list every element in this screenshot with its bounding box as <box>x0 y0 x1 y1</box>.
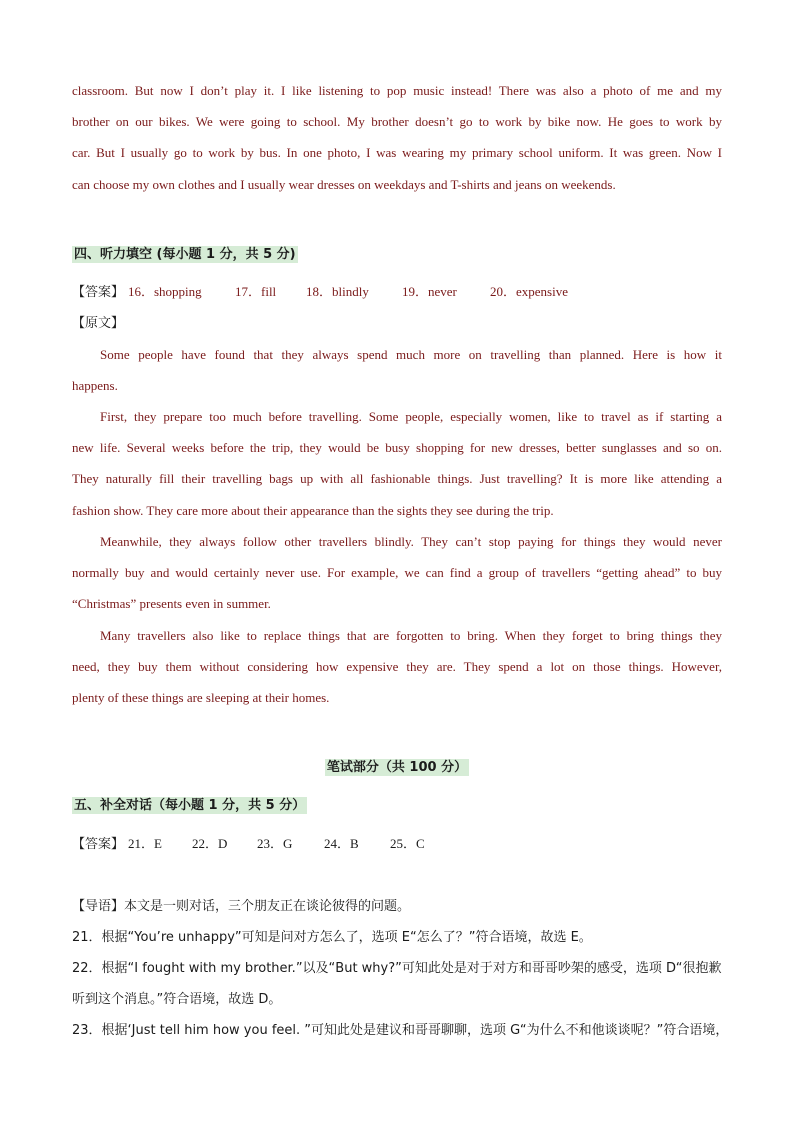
explanation-23: 23．根据‘Just tell him how you feel. ”可知此处是建议和哥哥聊聊，选项 G“为什么不和他谈谈呢？”符合语境， <box>72 1023 729 1038</box>
section5-heading: 五、补全对话（每小题 1 分，共 5 分） <box>74 798 306 813</box>
passage-line: brother on our bikes. We were going to school. My brother doesn’t go to work by bike now. He goes to work by <box>72 114 722 129</box>
passage-line: normally buy and would certainly never use. For example, we can find a group of travellers “getting ahead” to buy <box>72 565 722 580</box>
answer-19: 19．never <box>402 284 457 299</box>
explanation-21: 21．根据“You’re unhappy”可知是问对方怎么了，选项 E“怎么了？”符合语境，故选 E。 <box>72 930 592 945</box>
passage-line: Many travellers also like to replace things that are forgotten to bring. When they forget to bring things they <box>100 628 722 643</box>
passage-line: Meanwhile, they always follow other travellers blindly. They can’t stop paying for things they would never <box>100 534 722 549</box>
answer-21: 21．E <box>128 836 162 851</box>
written-part-heading: 笔试部分（共 100 分） <box>326 760 468 775</box>
passage-line: They naturally fill their travelling bags up with all fashionable things. Just travelling? It is more like attending a <box>72 471 722 486</box>
section5-answers: 【答案】 <box>72 837 125 852</box>
passage-line: car. But I usually go to work by bus. In one photo, I was wearing my primary school uniform. It was green. Now I <box>72 145 722 160</box>
passage-line: new life. Several weeks before the trip, they would be busy shopping for new dresses, better sunglasses and so on. <box>72 440 722 455</box>
section4-answers: 【答案】 <box>72 285 125 300</box>
passage-line: Some people have found that they always spend much more on travelling than planned. Here is how it <box>100 347 722 362</box>
answer-23: 23．G <box>257 836 293 851</box>
passage-line: classroom. But now I don’t play it. I like listening to pop music instead! There was also a photo of me and my <box>72 83 722 98</box>
original-tag: 【原文】 <box>72 316 125 331</box>
answer-18: 18．blindly <box>306 284 369 299</box>
passage-line: can choose my own clothes and I usually wear dresses on weekdays and T-shirts and jeans on weekends. <box>72 177 616 192</box>
answer-22: 22．D <box>192 836 228 851</box>
answer-17: 17．fill <box>235 284 277 299</box>
passage-line: fashion show. They care more about their appearance than the sights they see during the trip. <box>72 503 554 518</box>
answer-25: 25．C <box>390 836 425 851</box>
explanation-22-cont: 听到这个消息。”符合语境，故选 D。 <box>72 992 282 1007</box>
passage-line: First, they prepare too much before travelling. Some people, especially women, like to travel as if starting a <box>100 409 722 424</box>
guide-line: 【导语】本文是一则对话，三个朋友正在谈论彼得的问题。 <box>72 899 411 914</box>
explanation-22: 22．根据“I fought with my brother.”以及“But why?”可知此处是对于对方和哥哥吵架的感受，选项 D“很抱歉 <box>72 961 722 976</box>
answer-20: 20．expensive <box>490 284 568 299</box>
answer-16: 16．shopping <box>128 284 202 299</box>
passage-line: need, they buy them without considering how expensive they are. They spend a lot on those things. However, <box>72 659 722 674</box>
passage-line: plenty of these things are sleeping at their homes. <box>72 690 330 705</box>
passage-line: happens. <box>72 378 118 393</box>
answer-24: 24．B <box>324 836 359 851</box>
section4-heading: 四、听力填空 (每小题 1 分，共 5 分) <box>74 247 296 262</box>
passage-line: “Christmas” presents even in summer. <box>72 596 271 611</box>
